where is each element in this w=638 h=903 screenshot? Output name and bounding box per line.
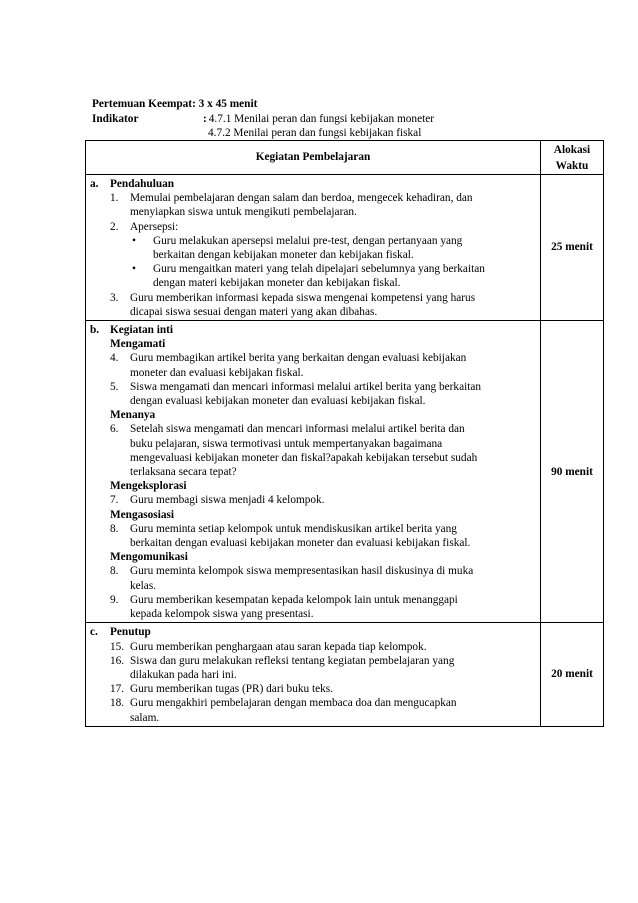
col-allocation-header [541, 141, 604, 175]
list-item [90, 220, 536, 234]
list-item [90, 422, 536, 479]
text-line: menyiapkan siswa untuk mengikuti pembelajaran. [130, 206, 357, 219]
item-text [130, 564, 536, 592]
text-line: terlaksana secara tepat? [130, 466, 237, 479]
list-item [90, 564, 536, 592]
text-line: dilakukan pada hari ini. [130, 668, 237, 681]
text-line: Guru melakukan apersepsi melalui pre-test, dengan pertanyaan yang [153, 234, 463, 247]
subheading: Menanya [110, 409, 156, 422]
indicator-label: Indikator [92, 112, 139, 125]
section-title-text: Kegiatan inti [110, 324, 174, 337]
bullet-text [153, 234, 536, 262]
meeting-value: 3 x 45 menit [198, 98, 258, 110]
meeting-row [92, 97, 552, 112]
section-title [90, 323, 536, 337]
section-row-b [86, 321, 604, 623]
list-item [90, 380, 536, 408]
list-item [90, 682, 536, 696]
item-number: 6. [110, 423, 119, 436]
item-number: 15. [110, 640, 125, 653]
subheading: Mengeksplorasi [110, 480, 187, 493]
text-line: Siswa dan guru melakukan refleksi tentang kegiatan pembelajaran yang [130, 654, 455, 667]
list-item [90, 351, 536, 379]
indicator-colon: : [203, 112, 207, 125]
bullet-item [90, 262, 536, 290]
time-penutup: 20 menit [541, 623, 604, 726]
item-number: 5. [110, 380, 119, 393]
item-text [130, 682, 536, 696]
section-penutup [86, 623, 541, 726]
lesson-table [85, 140, 604, 727]
time-pendahuluan: 25 menit [541, 175, 604, 321]
subheading: Mengomunikasi [110, 551, 188, 564]
item-number: 8. [110, 565, 119, 578]
text-line: Siswa mengamati dan mencari informasi melalui artikel berita yang berkaitan [130, 380, 482, 393]
item-number: 3. [110, 291, 119, 304]
indicator-row-2 [92, 126, 552, 141]
text-line: Guru meminta kelompok siswa mempresentasikan hasil diskusinya di muka [130, 565, 474, 578]
section-title-text: Pendahuluan [110, 178, 175, 190]
list-item [90, 493, 536, 507]
text-line: kepada kelompok siswa yang presentasi. [130, 608, 314, 621]
text-line: buku pelajaran, siswa termotivasi untuk mempertanyakan bagaimana [130, 437, 443, 450]
text-line: Guru membagi siswa menjadi 4 kelompok. [130, 494, 325, 507]
item-text [130, 593, 536, 621]
item-text [130, 493, 536, 507]
table-header-row [86, 141, 604, 175]
subheading: Mengasosiasi [110, 508, 175, 521]
item-number: 2. [110, 220, 119, 233]
item-number: 18. [110, 697, 125, 710]
section-title-text: Penutup [110, 626, 151, 639]
text-line: moneter dan evaluasi kebijakan fiskal. [130, 366, 304, 379]
section-letter: c. [90, 626, 98, 639]
item-text [130, 522, 536, 550]
bullet-item [90, 234, 536, 262]
text-line: Guru memberikan informasi kepada siswa mengenai kompetensi yang harus [130, 291, 476, 304]
bullet-text [153, 262, 536, 290]
item-number: 8. [110, 522, 119, 535]
item-text [130, 654, 536, 682]
item-text [130, 380, 536, 408]
list-item [90, 696, 536, 724]
section-pendahuluan [86, 175, 541, 321]
item-text [130, 351, 536, 379]
text-line: Setelah siswa mengamati dan mencari informasi melalui artikel berita dan [130, 423, 465, 436]
text-line: salam. [130, 711, 160, 724]
subheading: Mengamati [110, 338, 166, 351]
bullet-glyph: • [132, 234, 136, 247]
list-item [90, 593, 536, 621]
list-item [90, 522, 536, 550]
section-letter: b. [90, 324, 100, 337]
text-line: Guru membagikan artikel berita yang berkaitan dengan evaluasi kebijakan [130, 352, 467, 365]
text-line: Memulai pembelajaran dengan salam dan berdoa, mengecek kehadiran, dan [130, 192, 473, 205]
text-line: kelas. [130, 579, 157, 592]
text-line: dicapai siswa sesuai dengan materi yang akan dibahas. [130, 305, 378, 318]
item-number: 9. [110, 593, 119, 606]
item-text [130, 640, 536, 654]
indicator-2: 4.7.2 Menilai peran dan fungsi kebijakan fiskal [208, 127, 422, 139]
meeting-label: Pertemuan Keempat: [92, 98, 196, 110]
text-line: dengan evaluasi kebijakan moneter dan evaluasi kebijakan fiskal. [130, 395, 426, 408]
item-number: 7. [110, 494, 119, 507]
item-text [130, 191, 536, 219]
section-title [90, 177, 536, 191]
text-line: Guru memberikan kesempatan kepada kelompok lain untuk menanggapi [130, 593, 458, 606]
item-number: 1. [110, 192, 119, 205]
item-number: 17. [110, 683, 125, 696]
text-line: mengevaluasi kebijakan moneter dan fiskal?apakah kebijakan tersebut sudah [130, 451, 478, 464]
col-allocation-line2: Waktu [555, 160, 589, 172]
list-item [90, 640, 536, 654]
section-row-c [86, 623, 604, 726]
item-number: 16. [110, 654, 125, 667]
text-line: berkaitan dengan kebijakan moneter dan kebijakan fiskal. [153, 249, 414, 262]
item-text [130, 220, 536, 234]
section-letter: a. [90, 178, 99, 190]
text-line: Guru memberikan tugas (PR) dari buku teks. [130, 683, 333, 696]
section-title [90, 625, 536, 639]
text-line: Guru memberikan penghargaan atau saran kepada tiap kelompok. [130, 640, 427, 653]
section-kegiatan-inti [86, 321, 541, 623]
list-item [90, 654, 536, 682]
indicator-1: 4.7.1 Menilai peran dan fungsi kebijakan moneter [208, 112, 435, 125]
bullet-glyph: • [132, 263, 136, 276]
list-item [90, 291, 536, 319]
item-text [130, 696, 536, 724]
col-activity-header: Kegiatan Pembelajaran [86, 141, 541, 175]
document-header [92, 97, 552, 141]
text-line: berkaitan dengan evaluasi kebijakan moneter dan evaluasi kebijakan fiskal. [130, 537, 471, 550]
text-line: Guru mengaitkan materi yang telah dipelajari sebelumnya yang berkaitan [153, 263, 485, 276]
text-line: Apersepsi: [130, 220, 179, 233]
text-line: Guru mengakhiri pembelajaran dengan membaca doa dan mengucapkan [130, 697, 457, 710]
item-number: 4. [110, 352, 119, 365]
col-allocation-line1: Alokasi [553, 144, 591, 156]
text-line: Guru meminta setiap kelompok untuk mendiskusikan artikel berita yang [130, 522, 457, 535]
list-item [90, 191, 536, 219]
section-row-a [86, 175, 604, 321]
item-text [130, 291, 536, 319]
time-kegiatan-inti: 90 menit [541, 321, 604, 623]
text-line: dengan materi kebijakan moneter dan kebijakan fiskal. [153, 277, 401, 290]
item-text [130, 422, 536, 479]
indicator-row [92, 112, 552, 127]
